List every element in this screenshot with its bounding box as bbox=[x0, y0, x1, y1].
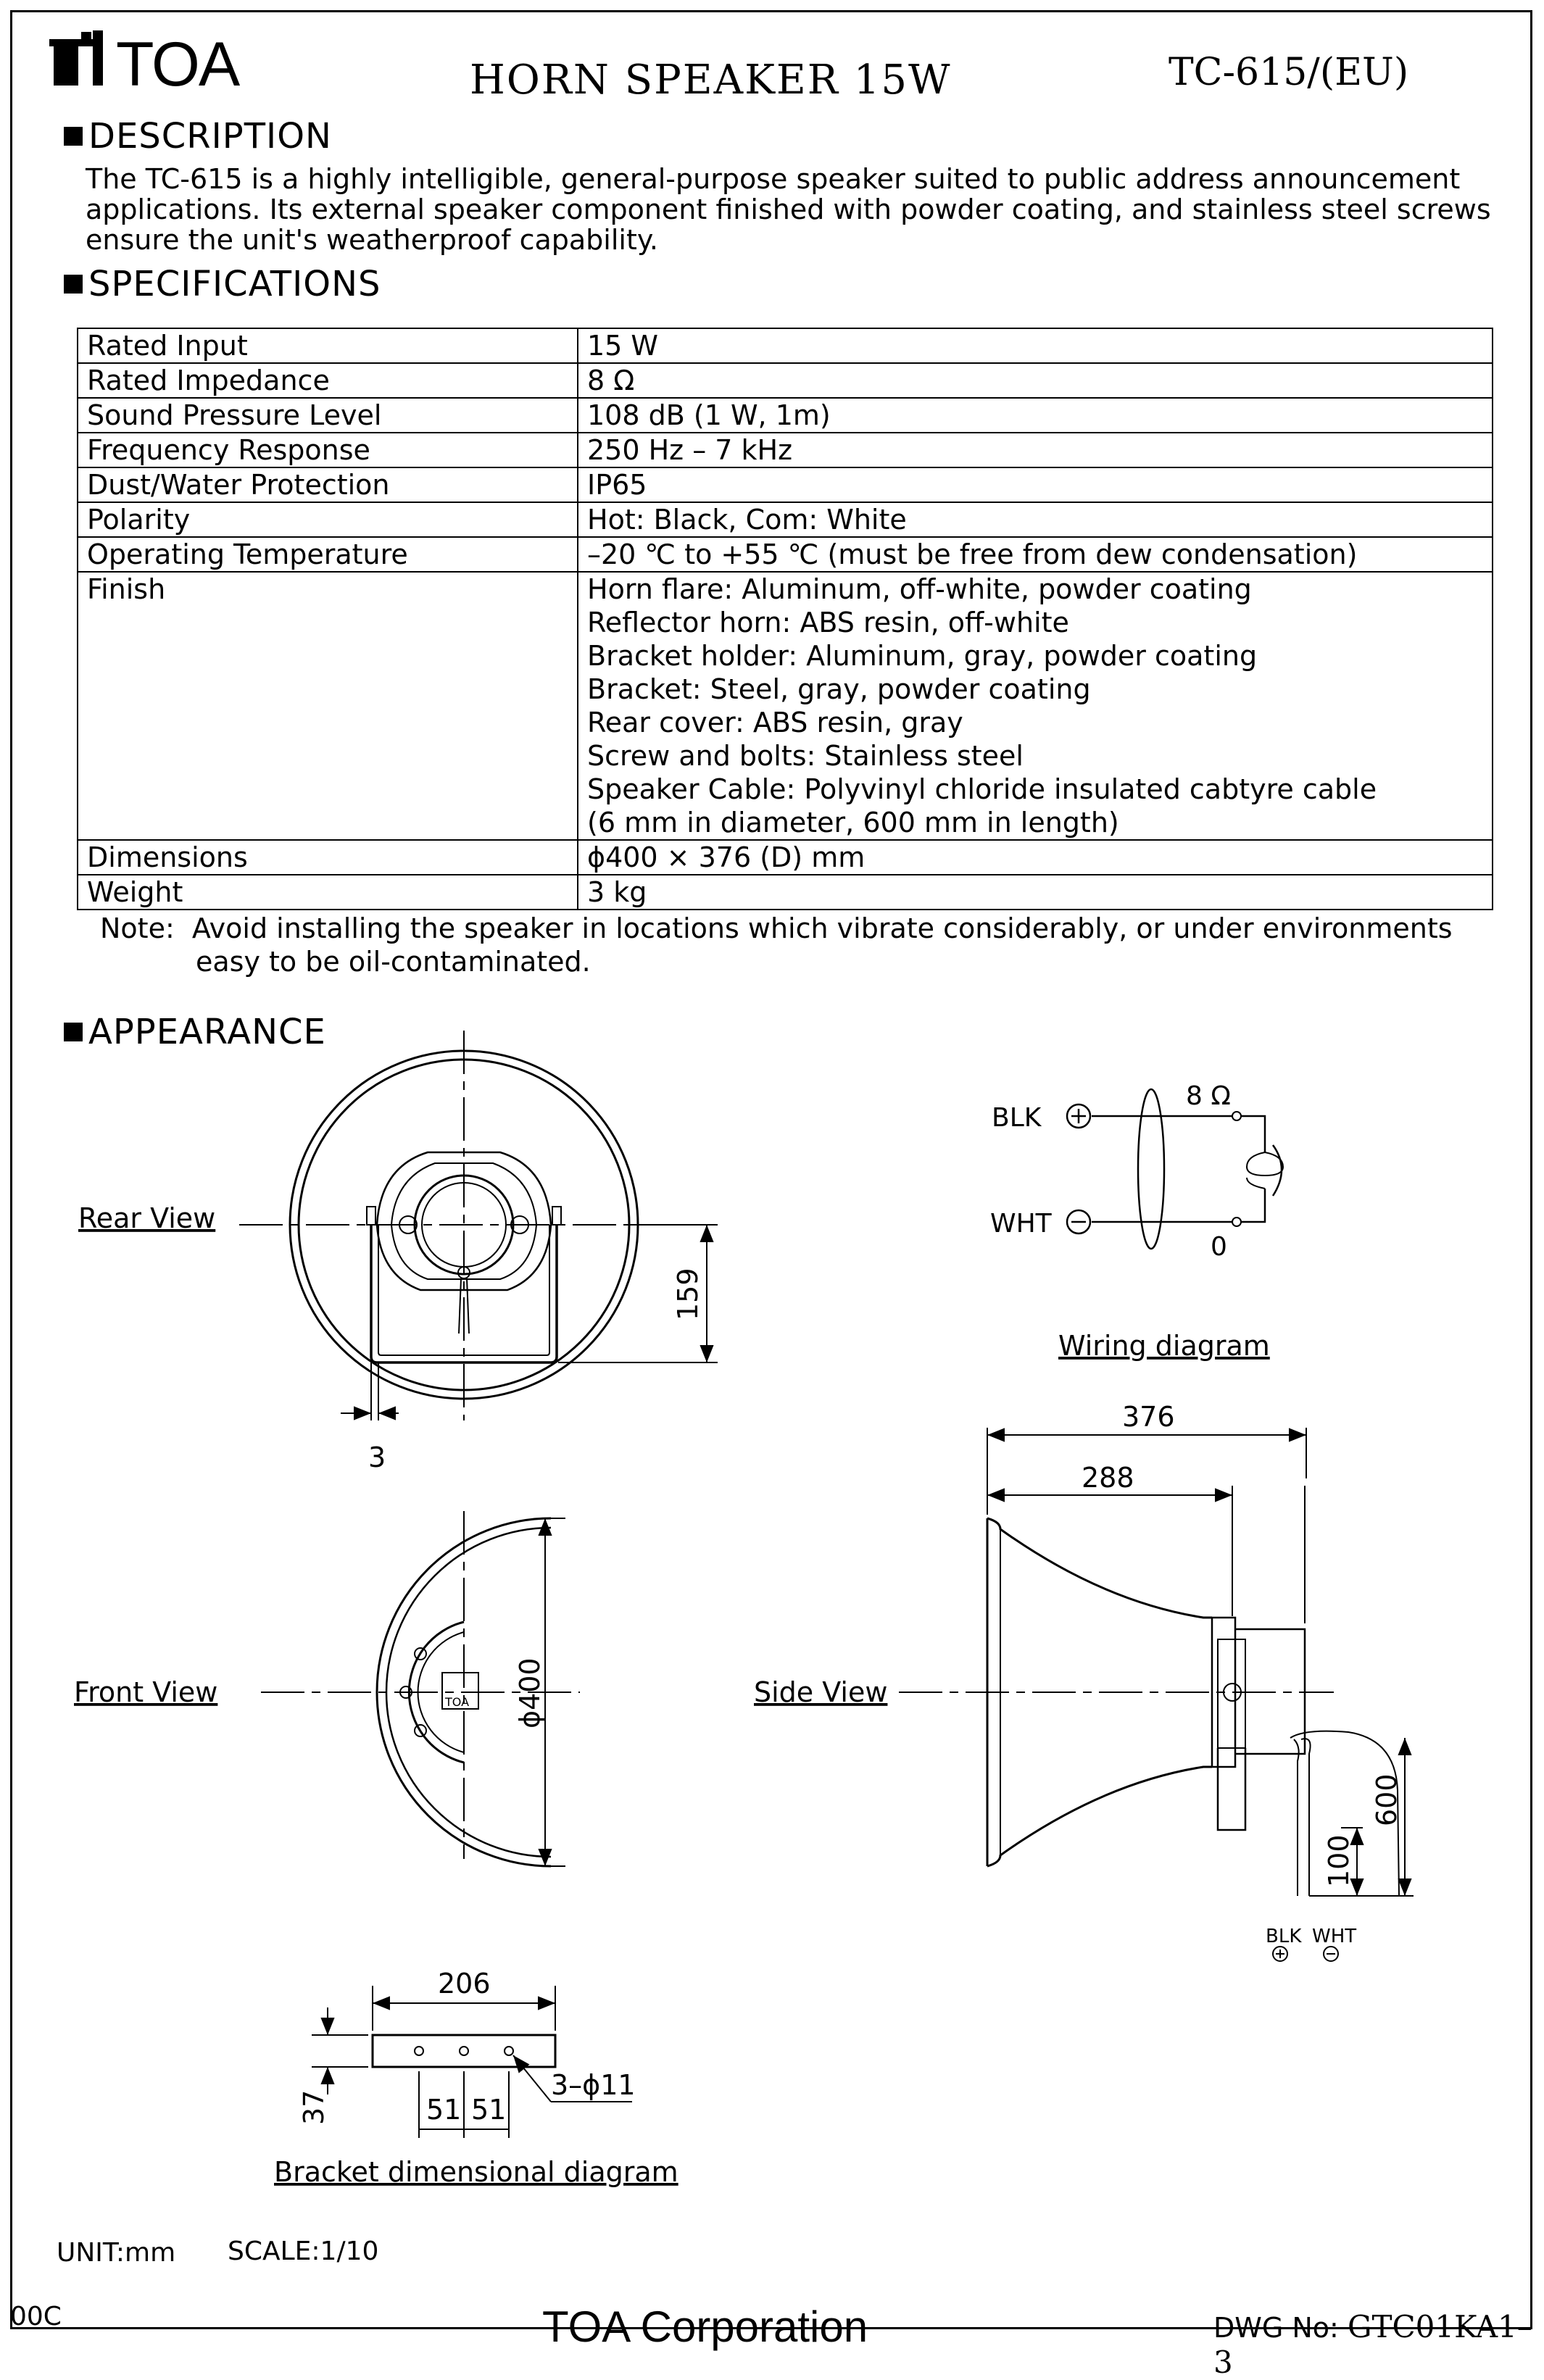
dim-51-right: 51 bbox=[471, 2094, 507, 2126]
model-number: TC-615/(EU) bbox=[1169, 51, 1409, 94]
rear-view-caption: Rear View bbox=[78, 1202, 216, 1234]
drawing-number-label: DWG No: bbox=[1213, 2312, 1339, 2344]
wiring-8ohm: 8 Ω bbox=[1186, 1081, 1231, 1111]
bracket-diagram-caption: Bracket dimensional diagram bbox=[274, 2156, 678, 2188]
company-name: TOA Corporation bbox=[542, 2302, 868, 2351]
dim-400: ϕ400 bbox=[514, 1657, 546, 1728]
description-line: applications. Its external speaker component finished with powder coating, and stainless steel screws bbox=[86, 194, 1491, 225]
side-blk: BLK bbox=[1266, 1926, 1302, 1947]
dim-37: 37 bbox=[298, 2089, 330, 2125]
section-appearance-label: APPEARANCE bbox=[88, 1012, 326, 1052]
spec-label: Dimensions bbox=[78, 840, 578, 875]
front-logo-text: TOA bbox=[445, 1695, 470, 1709]
spec-value: 8 Ω bbox=[578, 363, 1493, 398]
spec-value: –20 ℃ to +55 ℃ (must be free from dew condensation) bbox=[578, 537, 1493, 572]
finish-line: Speaker Cable: Polyvinyl chloride insulated cabtyre cable bbox=[587, 773, 1377, 805]
section-specifications-label: SPECIFICATIONS bbox=[88, 264, 381, 304]
spec-label: Polarity bbox=[78, 502, 578, 537]
description-line: ensure the unit's weatherproof capability. bbox=[86, 224, 659, 256]
front-view-caption: Front View bbox=[74, 1676, 218, 1708]
note-line-1: Note: Avoid installing the speaker in locations which vibrate considerably, or under environments bbox=[100, 912, 1453, 944]
finish-line: Rear cover: ABS resin, gray bbox=[587, 707, 963, 738]
scale-label: SCALE:1/10 bbox=[228, 2237, 379, 2266]
finish-line: (6 mm in diameter, 600 mm in length) bbox=[587, 807, 1119, 839]
finish-line: Horn flare: Aluminum, off-white, powder coating bbox=[587, 573, 1252, 605]
side-view-caption: Side View bbox=[754, 1676, 888, 1708]
wiring-wht: WHT bbox=[990, 1209, 1052, 1239]
wiring-diagram-drawing bbox=[1067, 1089, 1283, 1249]
drawing-number bbox=[1213, 2309, 1544, 2380]
spec-value: 15 W bbox=[578, 328, 1493, 363]
spec-label: Dust/Water Protection bbox=[78, 467, 578, 502]
dim-100: 100 bbox=[1323, 1834, 1355, 1887]
spec-label: Sound Pressure Level bbox=[78, 398, 578, 433]
description-line: The TC-615 is a highly intelligible, general-purpose speaker suited to public address announcement bbox=[86, 163, 1461, 195]
spec-label: Rated Input bbox=[78, 328, 578, 363]
finish-line: Bracket holder: Aluminum, gray, powder coating bbox=[587, 640, 1258, 672]
dim-376: 376 bbox=[1122, 1401, 1175, 1433]
document-title: HORN SPEAKER 15W bbox=[470, 57, 952, 104]
revision-code: 00C bbox=[10, 2302, 62, 2331]
wiring-diagram-caption: Wiring diagram bbox=[1058, 1330, 1270, 1362]
wiring-blk: BLK bbox=[992, 1103, 1042, 1133]
finish-line: Bracket: Steel, gray, powder coating bbox=[587, 673, 1091, 705]
spec-value: ϕ400 × 376 (D) mm bbox=[578, 840, 1493, 875]
dim-288: 288 bbox=[1082, 1462, 1134, 1494]
spec-value: IP65 bbox=[578, 467, 1493, 502]
spec-value: 250 Hz – 7 kHz bbox=[578, 433, 1493, 467]
spec-value: 3 kg bbox=[578, 875, 1493, 910]
section-description-label: DESCRIPTION bbox=[88, 116, 332, 157]
side-wht: WHT bbox=[1312, 1926, 1357, 1947]
finish-line: Screw and bolts: Stainless steel bbox=[587, 740, 1024, 772]
spec-label: Rated Impedance bbox=[78, 363, 578, 398]
unit-label: UNIT:mm bbox=[57, 2238, 176, 2268]
note-line-2: easy to be oil-contaminated. bbox=[196, 946, 591, 978]
dim-51-left: 51 bbox=[426, 2094, 462, 2126]
dim-159: 159 bbox=[672, 1268, 704, 1320]
spec-label: Finish bbox=[78, 572, 578, 840]
holes-callout: 3–ϕ11 bbox=[551, 2069, 636, 2101]
spec-value: Hot: Black, Com: White bbox=[578, 502, 1493, 537]
finish-line: Reflector horn: ABS resin, off-white bbox=[587, 607, 1069, 638]
spec-label: Frequency Response bbox=[78, 433, 578, 467]
drawing-number-value: GTC01KA1–3 bbox=[1213, 2309, 1532, 2380]
dim-600: 600 bbox=[1371, 1773, 1403, 1826]
rear-view-drawing bbox=[239, 1031, 718, 1420]
dim-3: 3 bbox=[368, 1441, 386, 1473]
wiring-0: 0 bbox=[1211, 1232, 1227, 1262]
spec-value: 108 dB (1 W, 1m) bbox=[578, 398, 1493, 433]
spec-label: Operating Temperature bbox=[78, 537, 578, 572]
spec-label: Weight bbox=[78, 875, 578, 910]
brand-text: TOA bbox=[116, 30, 239, 97]
dim-206: 206 bbox=[438, 1968, 491, 2000]
